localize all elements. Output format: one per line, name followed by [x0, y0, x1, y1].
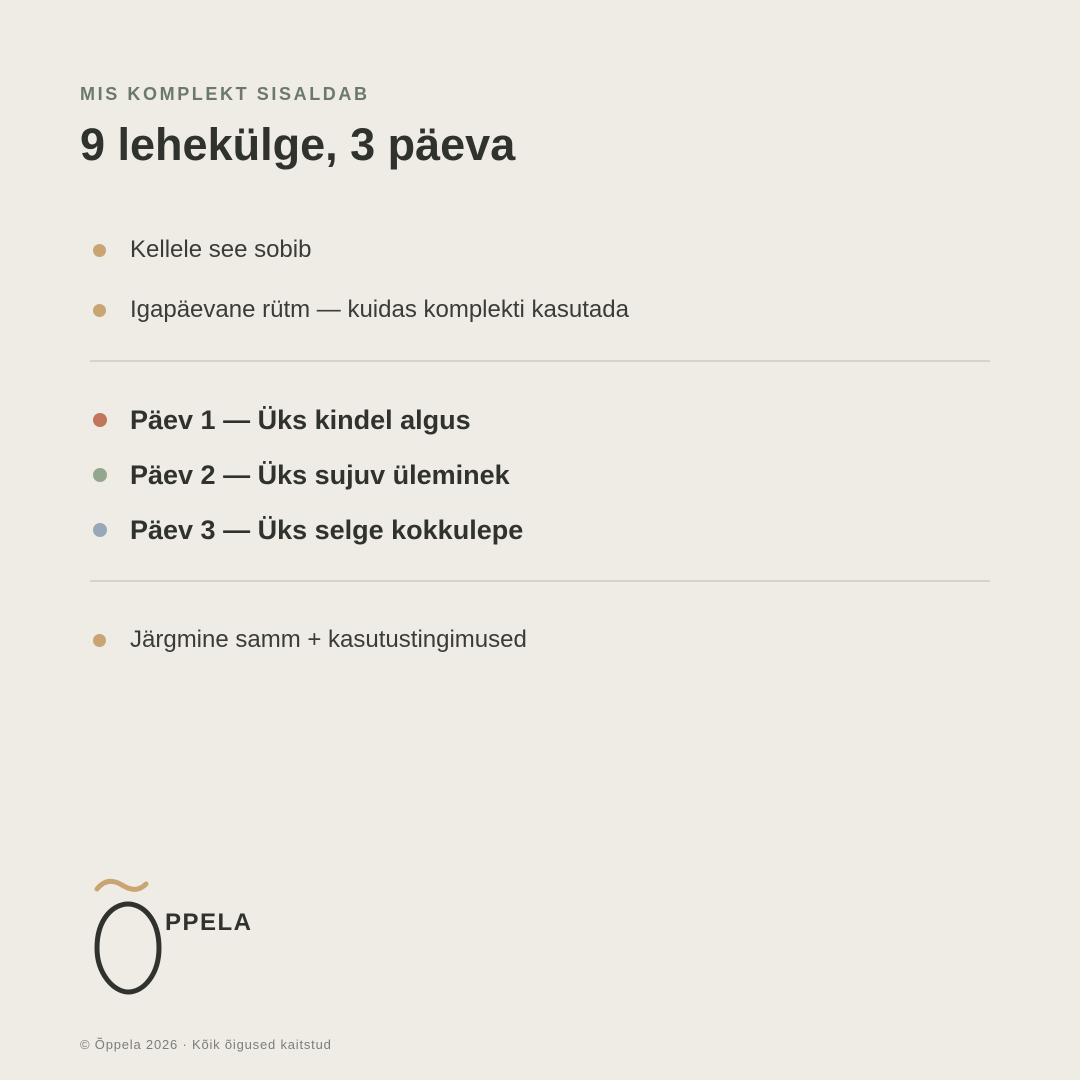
list-item-intro-2 — [90, 290, 629, 330]
divider — [90, 360, 990, 362]
page-title: 9 lehekülge, 3 päeva — [80, 119, 516, 170]
bullet-dot-icon — [93, 304, 106, 317]
bullet-dot-icon — [93, 468, 107, 482]
list-item-label: Igapäevane rütm — kuidas komplekti kasutada — [130, 296, 629, 323]
o-tilde-logo-icon — [92, 876, 164, 1000]
oppela-logo — [92, 876, 292, 1000]
o-letter-stroke — [97, 904, 159, 992]
list-item-label: Päev 2 — Üks sujuv üleminek — [130, 459, 510, 490]
list-item-day-3 — [90, 510, 523, 550]
bullet-dot-icon — [93, 634, 106, 647]
logo-wordmark-text: PPELA — [165, 909, 253, 936]
bullet-dot-icon — [93, 523, 107, 537]
tilde-stroke — [97, 881, 146, 889]
bullet-dot-icon — [93, 244, 106, 257]
list-item-label: Päev 1 — Üks kindel algus — [130, 404, 471, 435]
list-item-closing — [90, 620, 527, 660]
list-item-label: Kellele see sobib — [130, 236, 312, 263]
section-eyebrow: MIS KOMPLEKT SISALDAB — [80, 84, 370, 104]
list-item-label: Järgmine samm + kasutustingimused — [130, 626, 527, 653]
bullet-dot-icon — [93, 413, 107, 427]
list-item-intro-1 — [90, 230, 311, 270]
list-item-label: Päev 3 — Üks selge kokkulepe — [130, 514, 524, 545]
footer-copyright: © Õppela 2026 · Kõik õigused kaitstud — [80, 1037, 332, 1052]
list-item-day-2 — [90, 455, 510, 495]
list-item-day-1 — [90, 400, 471, 440]
divider — [90, 580, 990, 582]
